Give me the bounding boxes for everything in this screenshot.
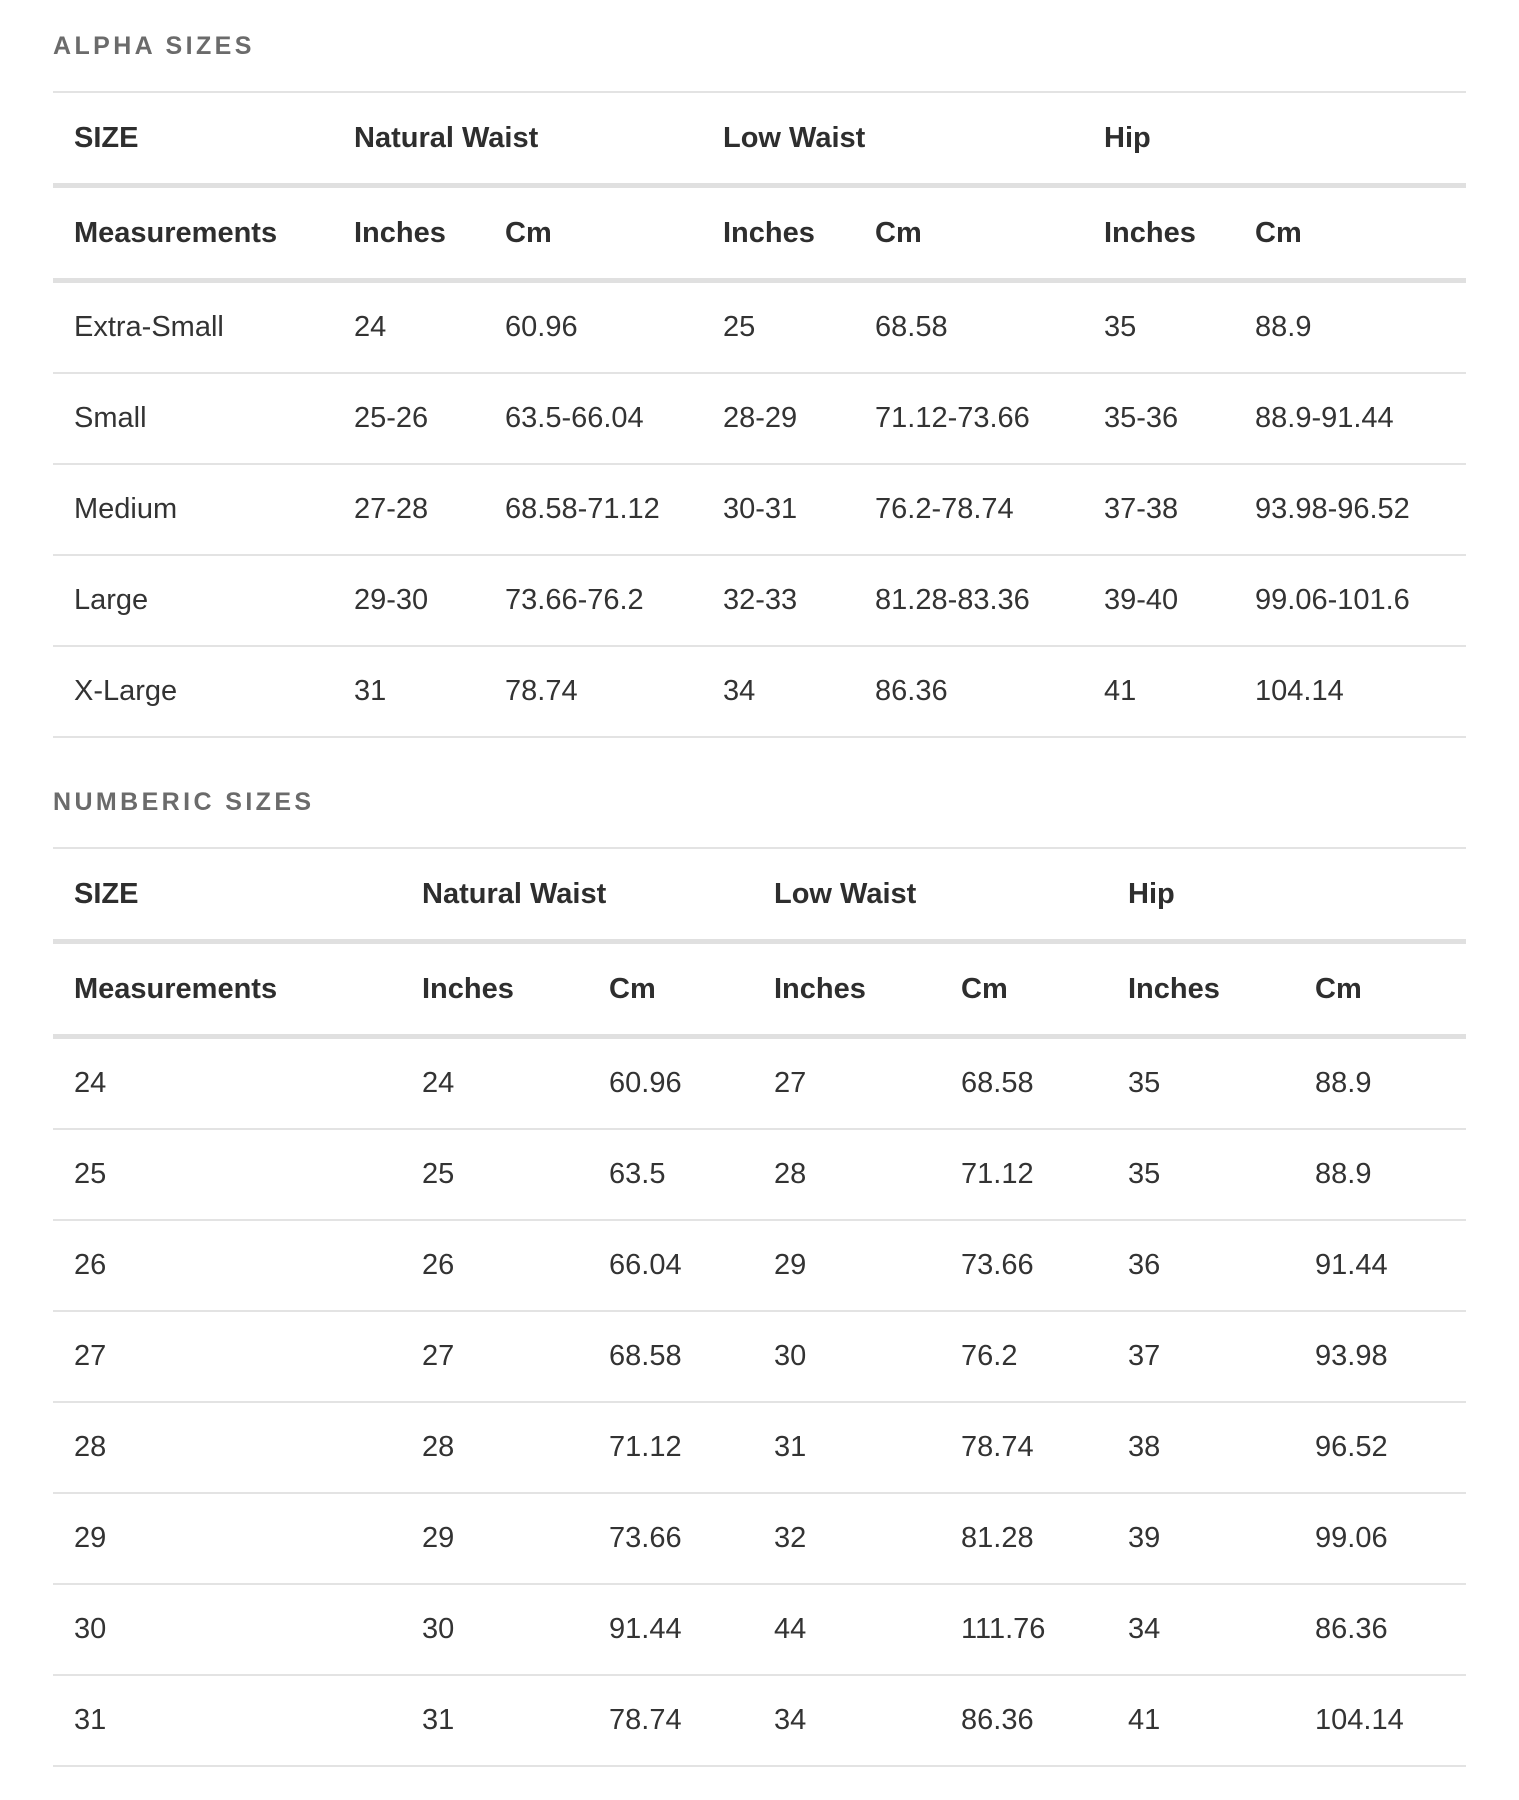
natural-waist-inches-cell: 27-28 — [333, 464, 484, 555]
hip-cm-cell: 93.98 — [1294, 1311, 1466, 1402]
low-waist-cm-cell: 71.12-73.66 — [854, 373, 1083, 464]
header-natural-waist: Natural Waist — [333, 92, 702, 186]
header-inches: Inches — [333, 186, 484, 281]
natural-waist-cm-cell: 68.58 — [588, 1311, 753, 1402]
header-hip: Hip — [1083, 92, 1466, 186]
header-cm: Cm — [1294, 942, 1466, 1037]
size-cell: 24 — [53, 1037, 401, 1130]
header-cm: Cm — [484, 186, 702, 281]
size-cell: 28 — [53, 1402, 401, 1493]
header-measurements: Measurements — [53, 942, 401, 1037]
natural-waist-inches-cell: 30 — [401, 1584, 588, 1675]
natural-waist-inches-cell: 31 — [401, 1675, 588, 1766]
hip-inches-cell: 41 — [1083, 646, 1234, 737]
low-waist-cm-cell: 71.12 — [940, 1129, 1107, 1220]
hip-inches-cell: 35 — [1107, 1129, 1294, 1220]
low-waist-cm-cell: 81.28 — [940, 1493, 1107, 1584]
header-hip: Hip — [1107, 848, 1466, 942]
hip-inches-cell: 39 — [1107, 1493, 1294, 1584]
low-waist-cm-cell: 76.2-78.74 — [854, 464, 1083, 555]
natural-waist-inches-cell: 24 — [401, 1037, 588, 1130]
alpha-sizes-table — [53, 91, 1466, 738]
size-cell: 26 — [53, 1220, 401, 1311]
low-waist-inches-cell: 34 — [702, 646, 854, 737]
natural-waist-cm-cell: 60.96 — [484, 281, 702, 374]
natural-waist-cm-cell: 71.12 — [588, 1402, 753, 1493]
header-cm: Cm — [1234, 186, 1466, 281]
low-waist-inches-cell: 25 — [702, 281, 854, 374]
hip-cm-cell: 93.98-96.52 — [1234, 464, 1466, 555]
natural-waist-cm-cell: 66.04 — [588, 1220, 753, 1311]
natural-waist-cm-cell: 78.74 — [484, 646, 702, 737]
size-cell: 30 — [53, 1584, 401, 1675]
table-row — [53, 1584, 1466, 1675]
header-inches: Inches — [1107, 942, 1294, 1037]
natural-waist-cm-cell: 68.58-71.12 — [484, 464, 702, 555]
table-row — [53, 1311, 1466, 1402]
natural-waist-cm-cell: 91.44 — [588, 1584, 753, 1675]
natural-waist-cm-cell: 73.66-76.2 — [484, 555, 702, 646]
header-inches: Inches — [401, 942, 588, 1037]
table-row — [53, 555, 1466, 646]
header-size: SIZE — [53, 92, 333, 186]
low-waist-inches-cell: 31 — [753, 1402, 940, 1493]
low-waist-inches-cell: 27 — [753, 1037, 940, 1130]
natural-waist-inches-cell: 25 — [401, 1129, 588, 1220]
header-inches: Inches — [702, 186, 854, 281]
low-waist-cm-cell: 76.2 — [940, 1311, 1107, 1402]
low-waist-inches-cell: 30-31 — [702, 464, 854, 555]
header-size: SIZE — [53, 848, 401, 942]
table-row — [53, 1220, 1466, 1311]
size-cell: X-Large — [53, 646, 333, 737]
natural-waist-cm-cell: 78.74 — [588, 1675, 753, 1766]
table-row — [53, 373, 1466, 464]
numeric-sizes-title: NUMBERIC SIZES — [53, 788, 315, 816]
hip-inches-cell: 35 — [1107, 1037, 1294, 1130]
header-measurements: Measurements — [53, 186, 333, 281]
hip-cm-cell: 88.9-91.44 — [1234, 373, 1466, 464]
hip-cm-cell: 104.14 — [1234, 646, 1466, 737]
header-cm: Cm — [588, 942, 753, 1037]
size-cell: Small — [53, 373, 333, 464]
table-row — [53, 1493, 1466, 1584]
low-waist-inches-cell: 32 — [753, 1493, 940, 1584]
natural-waist-cm-cell: 60.96 — [588, 1037, 753, 1130]
table-row — [53, 1675, 1466, 1766]
hip-cm-cell: 88.9 — [1294, 1037, 1466, 1130]
size-cell: 31 — [53, 1675, 401, 1766]
size-cell: 29 — [53, 1493, 401, 1584]
hip-cm-cell: 99.06-101.6 — [1234, 555, 1466, 646]
header-low-waist: Low Waist — [753, 848, 1107, 942]
hip-cm-cell: 104.14 — [1294, 1675, 1466, 1766]
header-inches: Inches — [1083, 186, 1234, 281]
low-waist-inches-cell: 30 — [753, 1311, 940, 1402]
table-row — [53, 646, 1466, 737]
hip-inches-cell: 36 — [1107, 1220, 1294, 1311]
numeric-sizes-table — [53, 847, 1466, 1767]
table-row — [53, 464, 1466, 555]
size-cell: Large — [53, 555, 333, 646]
natural-waist-inches-cell: 31 — [333, 646, 484, 737]
natural-waist-inches-cell: 26 — [401, 1220, 588, 1311]
size-cell: 25 — [53, 1129, 401, 1220]
sub-header-row — [53, 186, 1466, 281]
header-cm: Cm — [940, 942, 1107, 1037]
size-cell: Extra-Small — [53, 281, 333, 374]
hip-inches-cell: 37-38 — [1083, 464, 1234, 555]
natural-waist-inches-cell: 27 — [401, 1311, 588, 1402]
hip-inches-cell: 38 — [1107, 1402, 1294, 1493]
natural-waist-inches-cell: 24 — [333, 281, 484, 374]
hip-cm-cell: 91.44 — [1294, 1220, 1466, 1311]
natural-waist-cm-cell: 63.5-66.04 — [484, 373, 702, 464]
natural-waist-inches-cell: 29 — [401, 1493, 588, 1584]
natural-waist-inches-cell: 25-26 — [333, 373, 484, 464]
low-waist-inches-cell: 32-33 — [702, 555, 854, 646]
low-waist-cm-cell: 86.36 — [940, 1675, 1107, 1766]
alpha-sizes-title: ALPHA SIZES — [53, 32, 255, 60]
natural-waist-cm-cell: 63.5 — [588, 1129, 753, 1220]
low-waist-cm-cell: 68.58 — [854, 281, 1083, 374]
natural-waist-inches-cell: 29-30 — [333, 555, 484, 646]
table-row — [53, 1037, 1466, 1130]
hip-inches-cell: 41 — [1107, 1675, 1294, 1766]
low-waist-inches-cell: 28 — [753, 1129, 940, 1220]
header-natural-waist: Natural Waist — [401, 848, 753, 942]
low-waist-cm-cell: 78.74 — [940, 1402, 1107, 1493]
table-row — [53, 1402, 1466, 1493]
hip-cm-cell: 99.06 — [1294, 1493, 1466, 1584]
low-waist-inches-cell: 29 — [753, 1220, 940, 1311]
hip-inches-cell: 37 — [1107, 1311, 1294, 1402]
low-waist-cm-cell: 81.28-83.36 — [854, 555, 1083, 646]
natural-waist-cm-cell: 73.66 — [588, 1493, 753, 1584]
hip-inches-cell: 35 — [1083, 281, 1234, 374]
hip-inches-cell: 35-36 — [1083, 373, 1234, 464]
table-row — [53, 281, 1466, 374]
header-inches: Inches — [753, 942, 940, 1037]
hip-cm-cell: 88.9 — [1234, 281, 1466, 374]
low-waist-inches-cell: 28-29 — [702, 373, 854, 464]
size-cell: Medium — [53, 464, 333, 555]
header-low-waist: Low Waist — [702, 92, 1083, 186]
low-waist-cm-cell: 68.58 — [940, 1037, 1107, 1130]
hip-cm-cell: 96.52 — [1294, 1402, 1466, 1493]
size-cell: 27 — [53, 1311, 401, 1402]
hip-inches-cell: 39-40 — [1083, 555, 1234, 646]
hip-cm-cell: 88.9 — [1294, 1129, 1466, 1220]
group-header-row — [53, 92, 1466, 186]
low-waist-cm-cell: 86.36 — [854, 646, 1083, 737]
group-header-row — [53, 848, 1466, 942]
low-waist-inches-cell: 44 — [753, 1584, 940, 1675]
sub-header-row — [53, 942, 1466, 1037]
header-cm: Cm — [854, 186, 1083, 281]
low-waist-cm-cell: 111.76 — [940, 1584, 1107, 1675]
hip-inches-cell: 34 — [1107, 1584, 1294, 1675]
hip-cm-cell: 86.36 — [1294, 1584, 1466, 1675]
table-row — [53, 1129, 1466, 1220]
low-waist-inches-cell: 34 — [753, 1675, 940, 1766]
low-waist-cm-cell: 73.66 — [940, 1220, 1107, 1311]
natural-waist-inches-cell: 28 — [401, 1402, 588, 1493]
